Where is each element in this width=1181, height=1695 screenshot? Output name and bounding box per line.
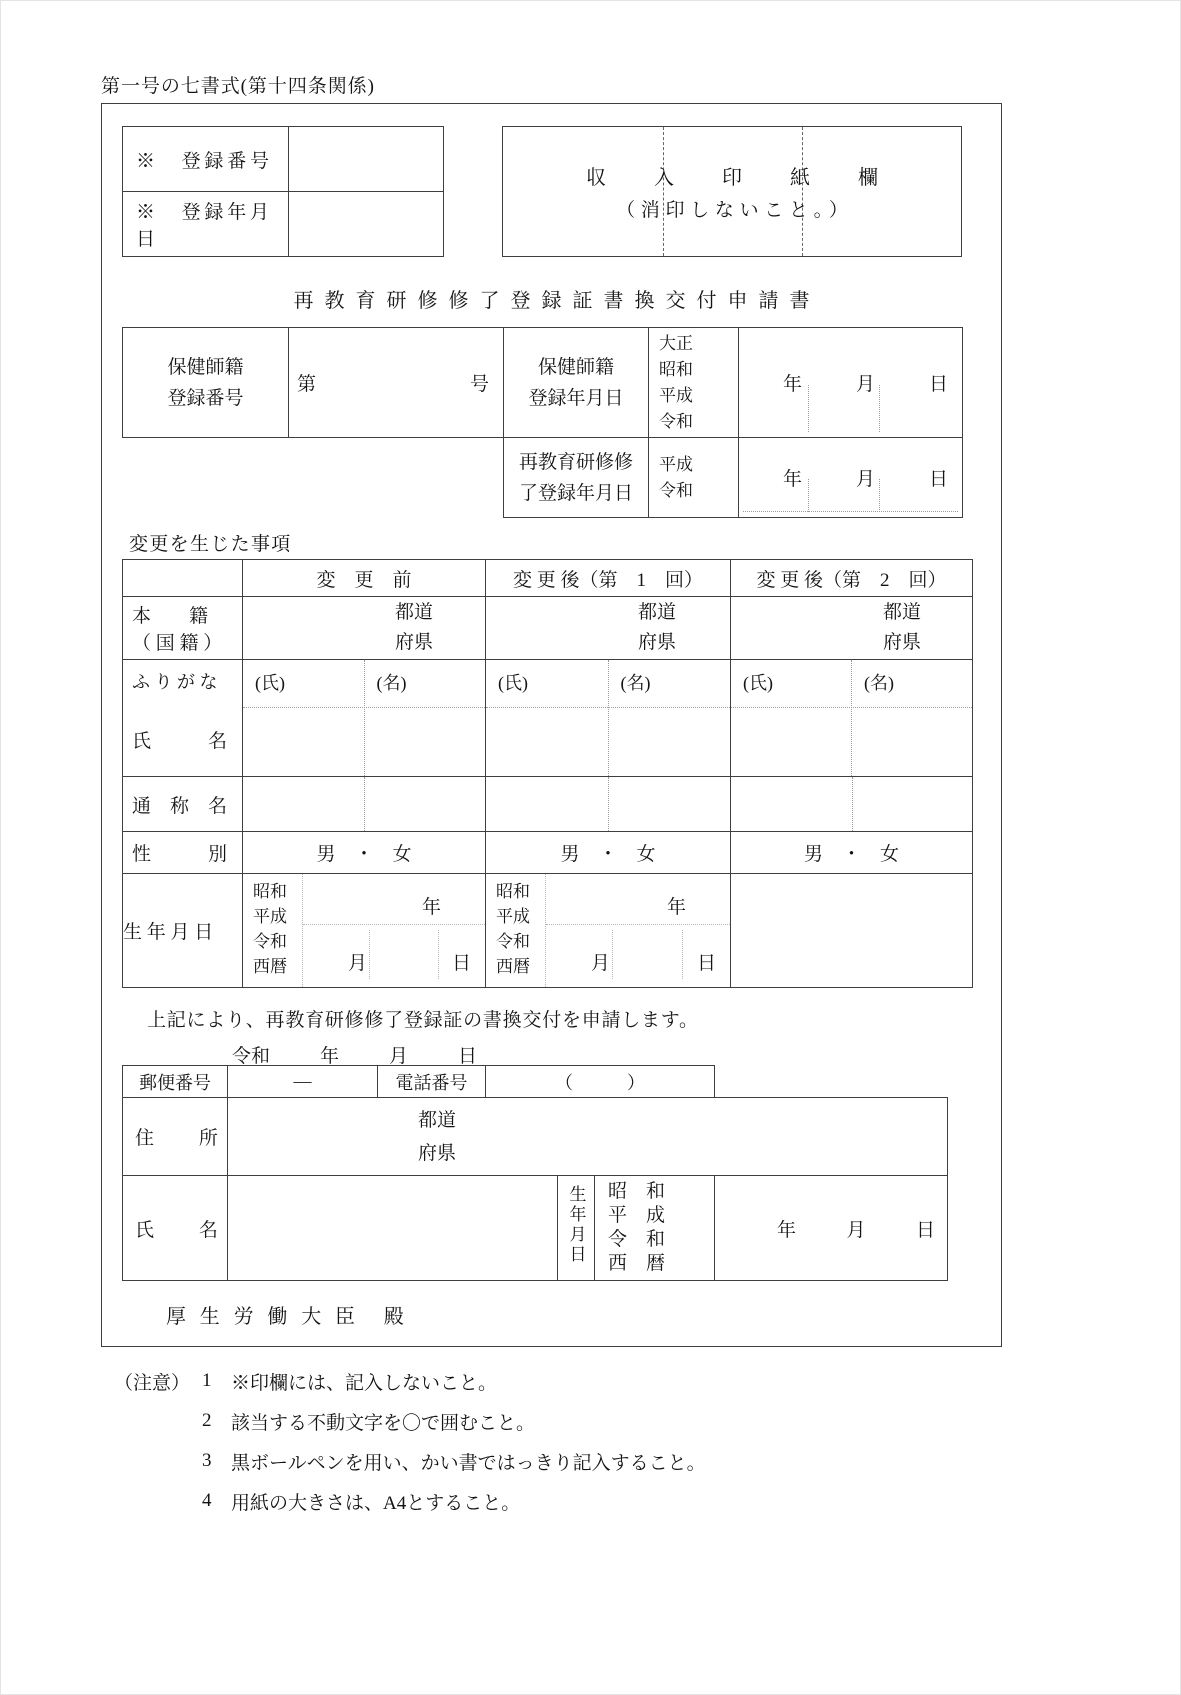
note-text: 該当する不動文字を〇で囲むこと。 [231,1412,536,1434]
addressee-minister: 厚 生 労 働 大 臣 殿 [166,1306,409,1328]
era-option: 平 成 [608,1205,666,1226]
given-name-label: (名) [620,673,651,693]
dotted-divider [808,385,809,432]
dotted-divider [879,385,880,432]
registration-number-value-cell [289,127,444,192]
birthdate-cell-after-1 [486,874,731,988]
license-date-value-cell [739,328,963,438]
label-line: 保健師籍 [167,356,244,378]
era-option: 令和 [659,411,693,431]
address-value-cell [228,1098,948,1176]
unit-day: 日 [928,374,948,395]
unit-day: 日 [915,1219,935,1241]
table-row [123,874,973,988]
birthdate-vertical-label-cell [558,1176,595,1281]
common-name-cell-before [243,777,486,832]
col-header-after-2: 変 更 後（第 2 回） [731,560,973,597]
common-name-cell-after-2 [731,777,973,832]
postal-code-label-cell: 郵便番号 [123,1066,228,1098]
table-row [123,127,444,192]
stamp-dashed-divider [802,127,803,256]
unit-month: 月 [389,1046,409,1067]
phone-label-cell: 電話番号 [378,1066,486,1098]
domicile-cell-after-2 [731,597,973,660]
birthdate-cell-after-2 [731,874,973,988]
common-name-cell-after-1 [486,777,731,832]
dotted-divider [546,924,730,925]
retraining-date-value-cell [739,438,963,518]
dotted-divider [243,707,485,708]
license-number-label-cell [123,328,289,438]
note-number: 1 [202,1370,212,1391]
form-title: 再教育研修修了登録証書換交付申請書 [293,290,821,312]
common-name-label-cell: 通 称 名 [123,777,243,832]
era-option: 令和 [659,480,693,500]
name-cell-before [243,660,486,777]
birthdate-vertical-label: 生年月日 [566,1184,586,1266]
table-row [123,1176,948,1281]
era-option: 平成 [659,454,693,474]
table-header-row [123,560,973,597]
name-cell-after-2 [731,660,973,777]
era-option: 平成 [253,907,287,926]
note-number: 4 [202,1490,212,1511]
table-row [123,777,973,832]
note-text: ※印欄には、記入しないこと。 [231,1372,498,1394]
label-line: 保健師籍 [537,356,614,378]
prefecture-text: 府県 [418,1142,457,1164]
era-option: 平成 [659,385,693,405]
table-row [123,438,963,518]
surname-label: (氏) [498,673,528,693]
notes-prefix: （注意） [114,1372,191,1394]
birthdate-value-cell [715,1176,948,1281]
license-registration-table [122,327,963,518]
note-item [114,1481,706,1521]
unit-year: 年 [783,374,803,395]
given-name-label: (名) [864,673,894,693]
name-label-cell [123,660,243,777]
era-option: 西 暦 [608,1253,666,1274]
table-row [123,832,973,874]
prefecture-text: 府県 [883,632,922,653]
license-number-value-cell [289,328,504,438]
name-value-cell [228,1176,558,1281]
prefecture-text: 府県 [395,632,434,653]
era-reiwa: 令和 [232,1046,271,1067]
table-row [123,328,963,438]
note-item [114,1361,706,1401]
unit-day: 日 [928,469,948,490]
birthdate-cell-before [243,874,486,988]
unit-day: 日 [451,953,471,974]
unit-year: 年 [777,1219,797,1241]
unit-month: 月 [591,953,611,974]
changed-matters-heading: 変更を生じた事項 [129,534,292,555]
birthdate-label-cell: 生 年 月 日 [123,874,243,988]
era-option: 西暦 [253,957,287,976]
full-name-label: 氏 名 [132,731,228,752]
era-option: 令和 [253,932,287,951]
stamp-box-note: （消印しないこと。） [616,200,854,221]
col-header-after-1: 変 更 後（第 1 回） [486,560,731,597]
label-line: 登録年月日 [528,387,624,409]
label-line: 登録番号 [167,387,244,409]
number-prefix: 第 [297,374,317,395]
era-options-cell [649,328,739,438]
note-item [114,1441,706,1481]
unit-year: 年 [421,897,441,918]
note-text: 用紙の大きさは、A4とすること。 [231,1492,521,1514]
phone-value-cell: （ ） [486,1066,715,1098]
note-number: 3 [202,1450,212,1471]
postal-code-value-cell: ― [228,1066,378,1098]
dotted-divider [303,924,485,925]
era-option: 昭和 [496,882,530,901]
unit-year: 年 [666,897,686,918]
dotted-divider [743,511,958,512]
prefecture-text: 都道 [883,602,922,623]
label-line: （ 国 籍 ） [132,633,223,654]
domicile-cell-before [243,597,486,660]
table-row [123,1066,948,1098]
unit-year: 年 [320,1046,340,1067]
form-code: 第一号の七書式(第十四条関係) [101,76,375,97]
registration-date-value-cell [289,192,444,257]
form-outer-border [101,103,1002,1347]
sex-label-cell: 性 別 [123,832,243,874]
prefecture-text: 都道 [418,1109,457,1131]
unit-month: 月 [855,469,875,490]
notes-section [114,1361,706,1521]
era-option: 西暦 [496,957,530,976]
unit-year: 年 [783,469,803,490]
sex-cell-after-2: 男 ・ 女 [731,832,973,874]
given-name-label: (名) [376,673,407,693]
era-option: 平成 [496,907,530,926]
note-number: 2 [202,1410,212,1431]
unit-day: 日 [696,953,716,974]
era-option: 大正 [659,333,693,353]
era-option: 昭和 [659,359,693,379]
dotted-divider [879,479,880,512]
prefecture-text: 府県 [638,632,677,653]
table-row [123,192,444,257]
era-option: 令和 [496,932,530,951]
era-options-cell [649,438,739,518]
label-line: 再教育研修修 [518,451,633,473]
registration-date-label: ※ 登録年月日 [123,192,289,257]
surname-label: (氏) [255,673,285,693]
furigana-label: ふ り が な [132,672,218,692]
applicant-info-table [122,1065,948,1281]
prefecture-text: 都道 [638,602,677,623]
note-text: 黒ボールペンを用い、かい書ではっきり記入すること。 [231,1452,706,1474]
unit-day: 日 [458,1046,478,1067]
table-row [123,597,973,660]
label-line: 了登録年月日 [518,482,633,504]
unit-month: 月 [855,374,875,395]
era-option: 令 和 [608,1229,666,1250]
registration-number-label: ※ 登録番号 [123,127,289,192]
era-options-cell [595,1176,715,1281]
dotted-divider [808,479,809,512]
corner-cell [123,560,243,597]
stamp-box-title: 収入印紙欄 [586,167,926,189]
domicile-cell-after-1 [486,597,731,660]
empty-region [715,1066,948,1098]
domicile-label-cell [123,597,243,660]
col-header-before: 変 更 前 [243,560,486,597]
empty-region [123,438,504,518]
unit-month: 月 [846,1219,866,1241]
changed-matters-table [122,559,973,988]
prefecture-text: 都道 [395,602,434,623]
dotted-divider [486,707,730,708]
application-statement: 上記により、再教育研修修了登録証の書換交付を申請します。 [147,1010,699,1031]
sex-cell-after-1: 男 ・ 女 [486,832,731,874]
license-date-label-cell [504,328,649,438]
sex-cell-before: 男 ・ 女 [243,832,486,874]
revenue-stamp-box [502,126,962,257]
surname-label: (氏) [743,673,773,693]
era-option: 昭 和 [608,1181,666,1202]
dotted-divider [731,707,972,708]
unit-month: 月 [348,953,368,974]
stamp-dashed-divider [663,127,664,256]
table-row [123,660,973,777]
label-line: 本 籍 [132,606,209,627]
name-label-cell: 氏 名 [123,1176,228,1281]
address-label-cell: 住 所 [123,1098,228,1176]
era-option: 昭和 [253,882,287,901]
name-cell-after-1 [486,660,731,777]
table-row [123,1098,948,1176]
application-date-line [232,1041,477,1068]
number-suffix: 号 [469,374,489,395]
note-item [114,1401,706,1441]
registration-number-table [122,126,444,257]
retraining-date-label-cell [504,438,649,518]
